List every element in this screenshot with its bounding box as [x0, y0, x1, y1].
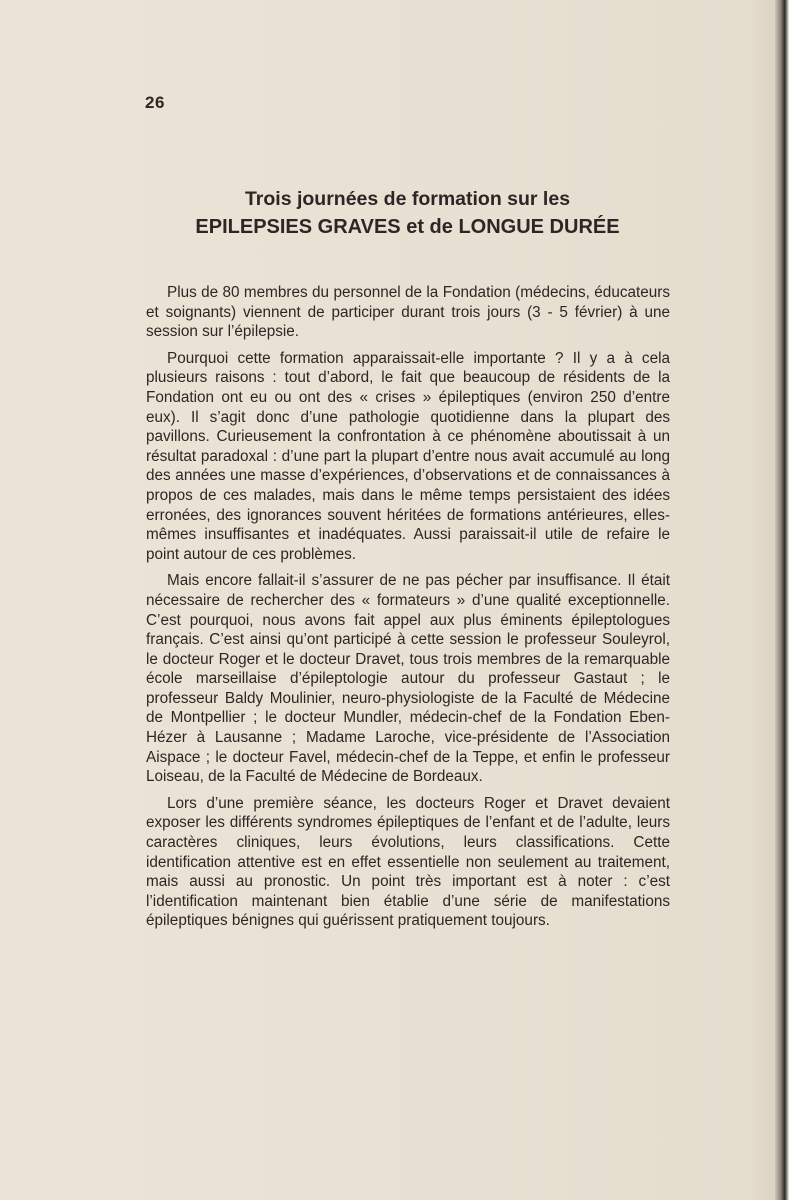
title-line-1: Trois journées de formation sur les [244, 188, 571, 210]
article-body [146, 283, 670, 938]
paragraph: Lors d’une première séance, les docteurs Roger et Dravet devaient exposer les différents syndromes épileptiques de l’enfant et de l’adulte, leurs caractères cliniques, leurs évolutions, leurs classifications. Cette identification attentive est en effet essentielle non seulement au traitement, mais aussi au pronostic. Un point très important est à noter : c’est l’identification maintenant bien établie d’une série de manifestations épileptiques bénignes qui guérissent pratiquement toujours. [146, 794, 670, 930]
paragraph: Plus de 80 membres du personnel de la Fondation (médecins, éducateurs et soignants) viennent de participer durant trois jours (3 - 5 février) à une session sur l’épilepsie. [146, 284, 670, 341]
paragraph: Pourquoi cette formation apparaissait-elle importante ? Il y a à cela plusieurs raisons : tout d’abord, le fait que beaucoup de résidents de la Fondation ont eu ou ont des « crises » épileptiques (environ 250 d’entre eux). Il s’agit donc d’une pathologie quotidienne dans la plupart des pavillons. Curieusement la confrontation à ce phénomène aboutissait à un résultat paradoxal : d’une part la plupart d’entre nous avait accumulé au long des années une masse d’expériences, d’observations et de connaissances à propos de ces malades, mais dans le même temps persistaient des idées erronées, des ignorances souvent héritées de formations antérieures, elles-mêmes insuffisantes et inadéquates. Aussi paraissait-il utile de refaire le point autour de ces problèmes. [146, 349, 670, 563]
article-title [140, 185, 675, 241]
page-number: 26 [145, 93, 165, 112]
title-line-2: EPILEPSIES GRAVES et de LONGUE DURÉE [195, 216, 620, 238]
paragraph: Mais encore fallait-il s’assurer de ne pas pécher par insuffisance. Il était nécessaire de rechercher des « formateurs » d’une qualité exceptionnelle. C’est pourquoi, nous avons fait appel aux plus éminents épileptologues français. C’est ainsi qu’ont participé à cette session le professeur Souleyrol, le docteur Roger et le docteur Dravet, tous trois membres de la remarquable école marseillaise d’épileptologie autour du professeur Gastaut ; le professeur Baldy Moulinier, neuro-physiologiste de la Faculté de Médecine de Montpellier ; le docteur Mundler, médecin-chef de la Fondation Eben-Hézer à Lausanne ; Madame Laroche, vice-présidente de l’Association Aispace ; le docteur Favel, médecin-chef de la Teppe, et enfin le professeur Loiseau, de la Faculté de Médecine de Bordeaux. [146, 572, 670, 786]
page-edge-shadow [775, 0, 789, 1200]
